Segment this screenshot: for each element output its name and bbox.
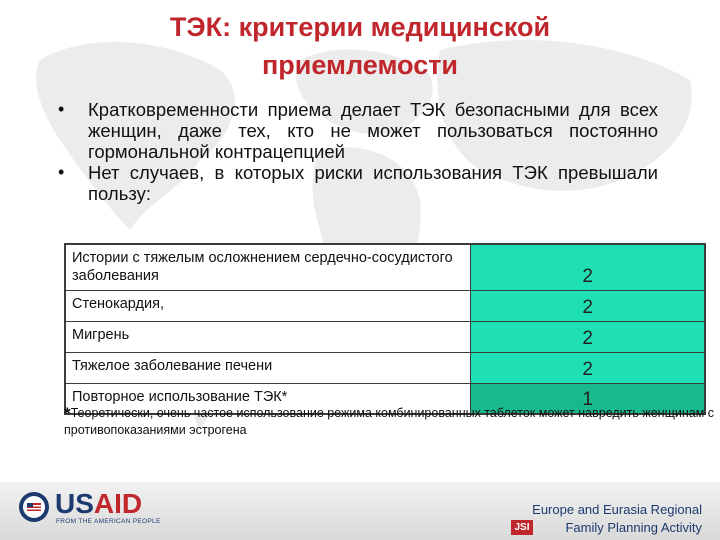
bullet-dot-icon: • bbox=[58, 162, 65, 182]
bullet-list bbox=[58, 99, 658, 204]
title-line-1: ТЭК: критерии медицинской bbox=[169, 12, 551, 42]
criterion-label: Повторное использование ТЭК* bbox=[65, 383, 471, 414]
org-name-line-1: Europe and Eurasia Regional bbox=[532, 502, 702, 517]
criterion-category: 2 bbox=[471, 244, 705, 290]
criterion-label: Тяжелое заболевание печени bbox=[65, 352, 471, 383]
bullet-text: Нет случаев, в которых риски использования ТЭК превышали пользу: bbox=[88, 162, 658, 204]
org-name-line-2: Family Planning Activity bbox=[565, 520, 702, 535]
usaid-logo-aid: AID bbox=[93, 488, 143, 519]
footnote-text: Теоретически, очень частое использование режима комбинированных таблеток может навредить женщинам с противопоказаниями эстрогена bbox=[64, 406, 715, 437]
criterion-label: Мигрень bbox=[65, 321, 471, 352]
table-row bbox=[65, 321, 705, 352]
bullet-item bbox=[58, 162, 658, 204]
footnote bbox=[64, 405, 716, 439]
table-row bbox=[65, 244, 705, 290]
criterion-label: Истории с тяжелым осложнением сердечно-сосудистого заболевания bbox=[65, 244, 471, 290]
bullet-text: Кратковременности приема делает ТЭК безопасными для всех женщин, даже тех, кто не может пользоваться постоянно гормональной контрацепцией bbox=[88, 99, 658, 162]
criterion-category: 2 bbox=[471, 290, 705, 321]
criterion-label: Стенокардия, bbox=[65, 290, 471, 321]
criterion-category: 1 bbox=[471, 383, 705, 414]
usaid-tagline: FROM THE AMERICAN PEOPLE bbox=[56, 518, 161, 525]
table-row bbox=[65, 290, 705, 321]
criterion-category: 2 bbox=[471, 352, 705, 383]
criteria-table bbox=[64, 243, 706, 415]
footnote-star: * bbox=[64, 404, 71, 423]
bullet-dot-icon: • bbox=[58, 99, 65, 119]
slide-title bbox=[0, 8, 720, 84]
table-row bbox=[65, 352, 705, 383]
usaid-logo bbox=[55, 488, 142, 520]
usaid-logo-us: US bbox=[55, 488, 94, 519]
title-line-2: приемлемости bbox=[261, 50, 459, 80]
usaid-seal-icon bbox=[18, 491, 50, 523]
bullet-item bbox=[58, 99, 658, 162]
jsi-logo: JSI bbox=[511, 520, 533, 535]
criterion-category: 2 bbox=[471, 321, 705, 352]
